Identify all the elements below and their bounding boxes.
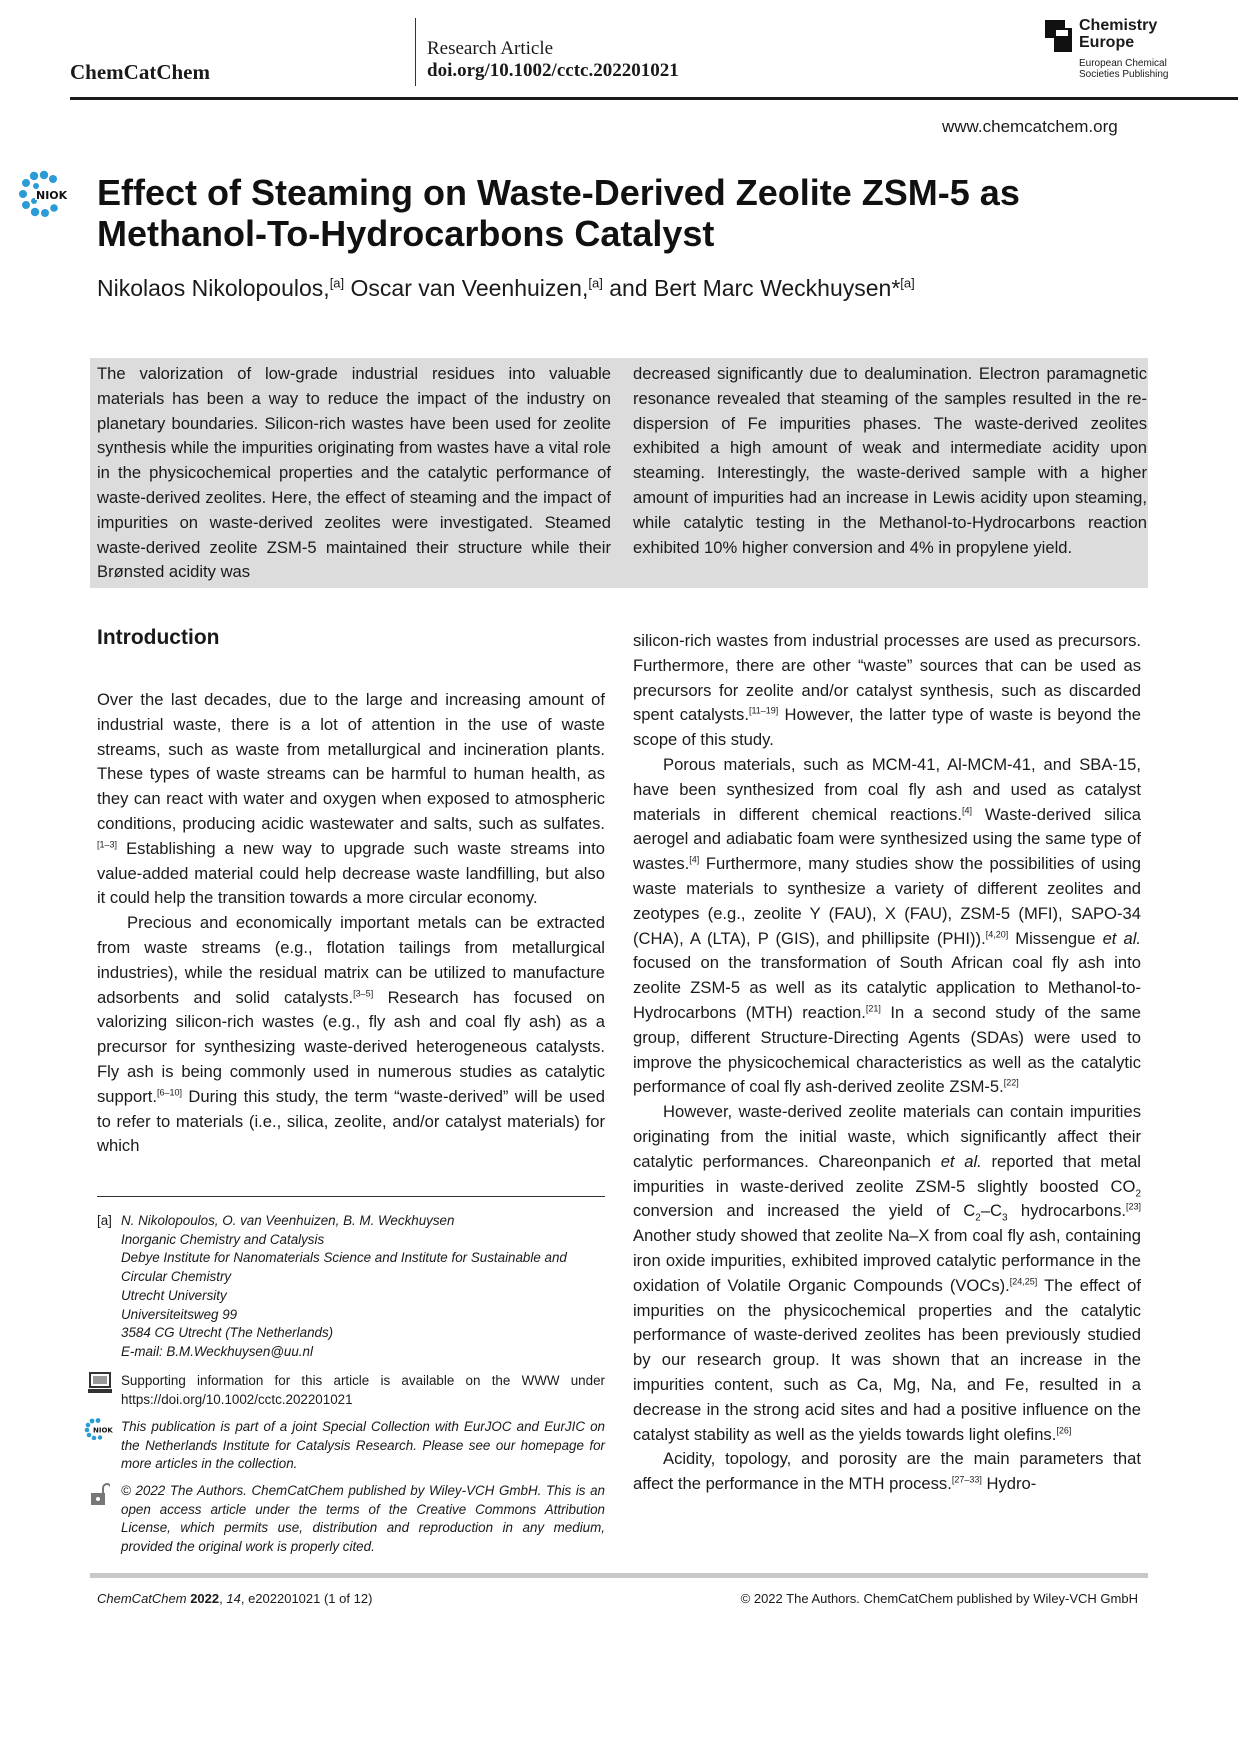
journal-website-link[interactable]: www.chemcatchem.org (942, 117, 1118, 136)
paragraph: Over the last decades, due to the large and increasing amount of industrial waste, there is a lot of attention in the use of waste streams, such as waste from metallurgical and incineration plants. These types of waste streams can be harmful to human health, as they can react with water and oxygen when exposed to atmospheric conditions, producing acidic wastewater and salts, such as sulfates.[1–3] Establishing a new way to upgrade such waste streams into value-added material could help decrease waste landfilling, but also it could help the transition towards a more circular economy. (97, 690, 605, 908)
publisher-subtitle (1079, 58, 1169, 80)
niok-logo-text: NIOK (36, 189, 68, 202)
body-column-right (633, 629, 1141, 1497)
open-access-lock-icon (90, 1482, 110, 1506)
article-type: Research Article (427, 38, 554, 59)
publisher-name-line2: Europe (1079, 34, 1135, 51)
paragraph: silicon-rich wastes from industrial processes are used as precursors. Furthermore, there are other “waste” sources that can be used as precursors for zeolite and/or catalyst synthesis, such as discarded spent catalysts.[11–19] However, the latter type of waste is beyond the scope of this study. (633, 631, 1141, 750)
footer-copyright: © 2022 The Authors. ChemCatChem published by Wiley-VCH GmbH (740, 1591, 1138, 1606)
chemistry-europe-logo-icon (1045, 18, 1081, 54)
citation[interactable]: [4,20] (985, 929, 1009, 940)
citation[interactable]: [11–19] (748, 705, 779, 716)
citation[interactable]: [21] (865, 1003, 881, 1014)
author-name: and Bert Marc Weckhuysen* (602, 275, 901, 301)
citation[interactable]: [22] (1003, 1077, 1019, 1088)
author-name: Oscar van Veenhuizen, (344, 275, 589, 301)
author-name: Nikolaos Nikolopoulos, (97, 275, 330, 301)
affiliation-mark: [a] (329, 275, 345, 291)
open-access-license-note: © 2022 The Authors. ChemCatChem published by Wiley-VCH GmbH. This is an open access article under the terms of the Creative Commons Attribution License, which permits use, distribution and reproduction in any medium, provided the original work is properly cited. (121, 1483, 605, 1555)
abstract-text-right: decreased significantly due to dealumination. Electron paramagnetic resonance revealed that steaming of the samples resulted in the re-dispersion of Fe impurities phases. The waste-derived zeolites exhibited a high amount of weak and intermediate acidity upon steaming. Interestingly, the waste-derived sample with a higher amount of impurities had an increase in Lewis acidity upon steaming, while catalytic testing in the Methanol-to-Hydrocarbons reaction exhibited 10% higher conversion and 4% in propylene yield. (633, 364, 1147, 557)
affiliation-block (121, 1212, 605, 1362)
article-title: Effect of Steaming on Waste-Derived Zeolite ZSM-5 as Methanol-To-Hydrocarbons Catalyst (97, 172, 1020, 254)
footer-bar (90, 1573, 1148, 1578)
supporting-information-note: Supporting information for this article is available on the WWW under https://doi.org/10.1002/cctc.202201021 (121, 1373, 605, 1407)
special-collection-note: This publication is part of a joint Special Collection with EurJOC and EurJIC on the Netherlands Institute for Catalysis Research. Please see our homepage for more articles in the collection. (121, 1419, 605, 1472)
niok-collection-icon (84, 1418, 116, 1440)
header-divider (415, 18, 416, 86)
footnote-rule (97, 1196, 605, 1197)
affiliation-line: Inorganic Chemistry and Catalysis (121, 1231, 325, 1247)
body-column-left (97, 688, 605, 1159)
publisher-sub-line2: Societies Publishing (1079, 69, 1169, 80)
citation[interactable]: [26] (1056, 1424, 1072, 1435)
citation[interactable]: [24,25] (1009, 1276, 1038, 1287)
niok-logo-icon (18, 170, 82, 218)
citation[interactable]: [3–5] (353, 988, 374, 999)
citation[interactable]: [27–33] (951, 1474, 982, 1485)
affiliation-tag: [a] (97, 1213, 112, 1228)
email-link[interactable]: E-mail: B.M.Weckhuysen@uu.nl (121, 1343, 313, 1359)
doi-link[interactable]: doi.org/10.1002/cctc.202201021 (427, 60, 679, 81)
affiliation-mark: [a] (900, 275, 915, 291)
affiliation-line: Utrecht University (121, 1287, 227, 1303)
publisher-sub-line1: European Chemical (1079, 58, 1167, 69)
affiliation-mark: [a] (588, 275, 603, 291)
affiliation-line: 3584 CG Utrecht (The Netherlands) (121, 1325, 334, 1341)
citation[interactable]: [23] (1126, 1201, 1142, 1212)
affiliation-line: Universiteitsweg 99 (121, 1306, 238, 1322)
paragraph: However, waste-derived zeolite materials can contain impurities originating from the initial waste, which significantly affect their catalytic performances. Chareonpanich et al. reported that metal impurities in waste-derived zeolite ZSM-5 slightly boosted $CO_2$ conversion and increased the yield of $C_2-C_3$ hydrocarbons.[23] Another study showed that zeolite Na–X from coal fly ash, containing iron oxide impurities, exhibited improved catalytic performance in the oxidation of Volatile Organic Compounds (VOCs).[24,25] The effect of impurities on the physicochemical properties and the catalytic performance of waste-derived zeolites has been previously studied by our research group. It was shown that an increase in the impurities content, such as Ca, Mg, Na, and Fe, resulted in a decrease in the strong acid sites and had a positive influence on the catalyst stability as well as the yields towards light olefins.[26] (633, 1102, 1142, 1444)
citation[interactable]: [4] (689, 854, 700, 865)
citation[interactable]: [1–3] (97, 839, 118, 850)
citation[interactable]: [4] (961, 805, 972, 816)
paragraph: Porous materials, such as MCM-41, Al-MCM-41, and SBA-15, have been synthesized from coal fly ash and used as catalyst materials in different chemical reactions.[4] Waste-derived silica aerogel and adiabatic foam were synthesized using the same type of wastes.[4] Furthermore, many studies show the possibilities of using waste materials to synthesize a variety of different zeolites and zeotypes (e.g., zeolite Y (FAU), X (FAU), ZSM-5 (MFI), SAPO-34 (CHA), A (LTA), P (GIS), and phillipsite (PHI)).[4,20] Missengue et al. focused on the transformation of South African coal fly ash into zeolite ZSM-5 as well as its catalytic application to Methanol-to-Hydrocarbons (MTH) reaction.[21] In a second study of the same group, different Structure-Directing Agents (SDAs) were used to improve the physicochemical characteristics as well as the catalytic performance of coal fly ash-derived zeolite ZSM-5.[22] (633, 754, 1142, 1097)
paragraph: Precious and economically important metals can be extracted from waste streams (e.g., flotation tailings from metallurgical industries), while the residual matrix can be utilized to manufacture adsorbents and solid catalysts.[3–5] Research has focused on valorizing silicon-rich wastes (e.g., fly ash and coal fly ash) as a precursor for synthesizing waste-derived heterogeneous catalysts. Fly ash is being commonly used in numerous studies as catalytic support.[6–10] During this study, the term “waste-derived” will be used to refer to materials (i.e., silica, zeolite, and/or catalyst materials) for which (97, 913, 605, 1156)
computer-icon (88, 1372, 112, 1394)
affiliation-line: N. Nikolopoulos, O. van Veenhuizen, B. M. Weckhuysen (121, 1213, 455, 1228)
svg-text:NIOK: NIOK (93, 1426, 113, 1435)
author-list (97, 275, 915, 302)
header-rule (70, 97, 1238, 100)
section-heading-introduction: Introduction (97, 626, 220, 649)
journal-name: ChemCatChem (70, 60, 210, 84)
citation[interactable]: [6–10] (156, 1087, 182, 1098)
affiliation-line: Circular Chemistry (121, 1269, 232, 1285)
affiliation-line: Debye Institute for Nanomaterials Science and Institute for Sustainable and (121, 1250, 567, 1266)
publisher-name-line1: Chemistry (1079, 17, 1158, 34)
abstract-text-left: The valorization of low-grade industrial residues into valuable materials has been a way to reduce the impact of the industry on planetary boundaries. Silicon-rich wastes have been used for zeolite synthesis while the impurities originating from wastes have a vital role in the physicochemical properties and the catalytic performance of waste-derived zeolites. Here, the effect of steaming and the impact of impurities on waste-derived zeolites were investigated. Steamed waste-derived zeolite ZSM-5 maintained their structure while their Brønsted acidity was (97, 364, 611, 582)
footer-citation: ChemCatChem 2022, 14, e202201021 (1 of 12) (97, 1591, 373, 1606)
publisher-name (1079, 17, 1157, 51)
paragraph: Acidity, topology, and porosity are the main parameters that affect the performance in the MTH process.[27–33] Hydro- (633, 1449, 1141, 1494)
